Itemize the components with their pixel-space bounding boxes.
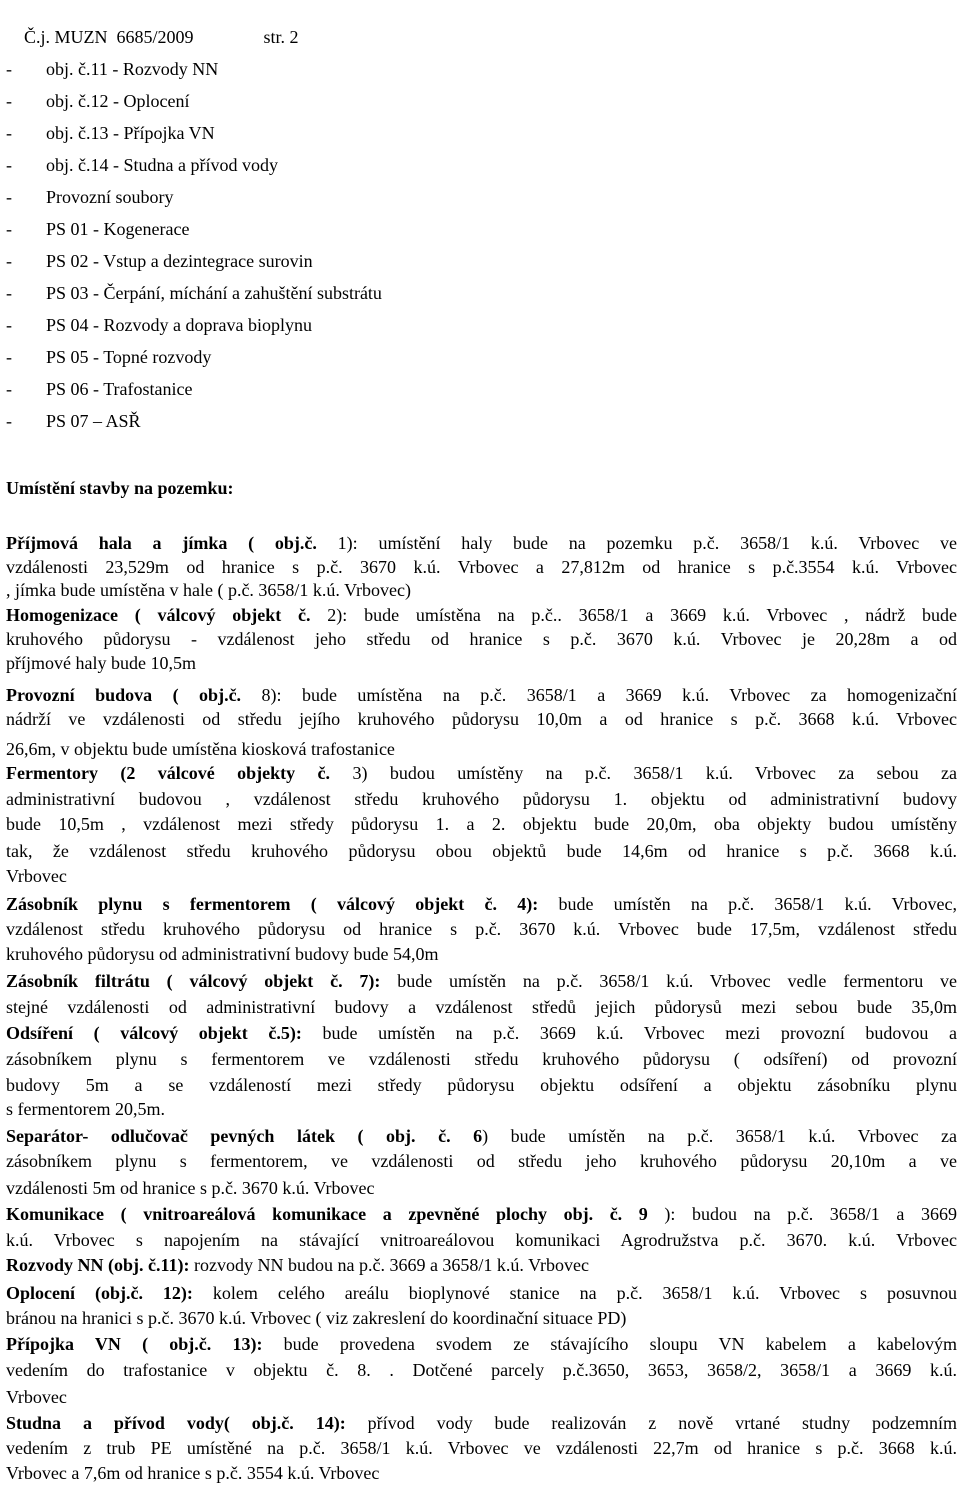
text-run: vzdálenosti 5m od hranice s p.č. 3670 k.ú. Vrbovec [6,1178,375,1198]
object-list-item [6,58,218,80]
text-line [6,532,957,554]
text-line [6,840,957,862]
text-run: 1): umístění haly bude na pozemku p.č. 3658/1 k.ú. Vrbovec ve [316,533,957,553]
list-dash: - [6,187,12,207]
text-line [6,556,957,578]
text-line [6,1048,957,1070]
text-line [6,579,411,601]
text-run: bude umístěn na p.č. 3658/1 k.ú. Vrbovec, [538,894,957,914]
text-line [6,918,957,940]
text-run: kruhového půdorysu - vzdálenost jeho středu od hranice s p.č. 3670 k.ú. Vrbovec je 20,28m a od [6,629,957,649]
object-list-text: PS 02 - Vstup a dezintegrace surovin [46,251,313,271]
text-run: vedením z trub PE umístěné na p.č. 3658/1 k.ú. Vrbovec ve vzdálenosti 22,7m od hranice s p.č. 3668 k.ú. [6,1438,957,1458]
text-run: vzdálenosti 23,529m od hranice s p.č. 3670 k.ú. Vrbovec a 27,812m od hranice s p.č.3554 k.ú. Vrbovec [6,557,957,577]
list-dash: - [6,379,12,399]
list-dash: - [6,251,12,271]
list-dash: - [6,155,12,175]
object-list-item [6,250,313,272]
text-run: přívod vody bude realizován z nově vrtané studny podzemním [345,1413,957,1433]
text-line [6,1333,957,1355]
list-dash: - [6,219,12,239]
text-line [6,1125,957,1147]
text-run: budovy 5m a se vzdáleností mezi středy půdorysu objektu odsíření a objektu zásobníku plynu [6,1075,957,1095]
page-number: str. 2 [263,27,299,47]
list-dash: - [6,411,12,431]
text-run: kruhového půdorysu od administrativní budovy bude 54,0m [6,944,439,964]
text-line [6,893,957,915]
text-line [6,604,957,626]
bold-label: Rozvody NN (obj. č.11): [6,1255,190,1275]
bold-label: Komunikace ( vnitroareálová komunikace a zpevněné plochy obj. č. 9 [6,1204,648,1224]
text-line [6,1203,957,1225]
bold-label: Oplocení (obj.č. 12): [6,1283,193,1303]
text-line [6,943,438,965]
bold-label: Zásobník filtrátu ( válcový objekt č. 7): [6,971,381,991]
document-reference: Č.j. MUZN 6685/2009 [24,27,194,47]
object-list-text: obj. č.11 - Rozvody NN [46,59,219,79]
object-list-text: obj. č.13 - Přípojka VN [46,123,215,143]
text-run: příjmové haly bude 10,5m [6,653,196,673]
text-line [6,1386,67,1408]
bold-label: Příjmová hala a jímka ( obj.č. [6,533,317,553]
text-line [6,762,957,784]
object-list-item [6,122,215,144]
bold-label: Studna a přívod vody( obj.č. 14): [6,1413,346,1433]
object-list-text: PS 05 - Topné rozvody [46,347,212,367]
bold-label: Přípojka VN ( obj.č. 13): [6,1334,263,1354]
object-list-item [6,282,382,304]
bold-label: Odsíření ( válcový objekt č.5): [6,1023,302,1043]
text-line [6,684,957,706]
text-run: Vrbovec [6,866,67,886]
object-list-text: PS 03 - Čerpání, míchání a zahuštění substrátu [46,283,382,303]
text-run: stejné vzdálenosti od administrativní budovy a vzdálenost středů jejich půdorysů mezi sebou bude 35,0m [6,997,957,1017]
text-run: administrativní budovou , vzdálenost středu kruhového půdorysu 1. objektu od administrativní budovy [6,789,957,809]
object-list-text: obj. č.14 - Studna a přívod vody [46,155,278,175]
text-line [6,1412,957,1434]
object-list-item [6,346,211,368]
text-run: tak, že vzdálenost středu kruhového půdorysu obou objektů bude 14,6m od hranice s p.č. 3668 k.ú. [6,841,957,861]
text-line [6,1229,957,1251]
text-line [6,708,957,730]
list-dash: - [6,347,12,367]
text-line [6,865,67,887]
object-list-item [6,154,278,176]
text-run: nádrží ve vzdálenosti od středu jejího kruhového půdorysu 10,0m a od hranice s p.č. 3668 k.ú. Vrbovec [6,709,957,729]
text-line [6,628,957,650]
text-line [6,996,957,1018]
bold-label: Zásobník plynu s fermentorem ( válcový objekt č. 4): [6,894,539,914]
text-run: Vrbovec a 7,6m od hranice s p.č. 3554 k.ú. Vrbovec [6,1463,380,1483]
text-line [6,1177,375,1199]
object-list-item [6,378,193,400]
text-run: 8): bude umístěna na p.č. 3658/1 a 3669 k.ú. Vrbovec za homogenizační [241,685,957,705]
text-line [6,1282,957,1304]
bold-label: Homogenizace ( válcový objekt č. [6,605,311,625]
text-run: vedením do trafostanice v objektu č. 8. . Dotčené parcely p.č.3650, 3653, 3658/2, 3658/1 a 3669 k.ú. [6,1360,957,1380]
object-list-text: PS 07 – ASŘ [46,411,141,431]
bold-label: Separátor- odlučovač pevných látek ( obj. č. 6 [6,1126,483,1146]
text-line [6,1074,957,1096]
text-run: bude provedena svodem ze stávajícího sloupu VN kabelem a kabelovým [262,1334,957,1354]
text-run: ) bude umístěn na p.č. 3658/1 k.ú. Vrbovec za [482,1126,957,1146]
object-list-text: PS 01 - Kogenerace [46,219,190,239]
section-heading: Umístění stavby na pozemku: [6,478,234,498]
bold-label: Provozní budova ( obj.č. [6,685,242,705]
bold-label: Fermentory (2 válcové objekty č. [6,763,331,783]
text-run: ): budou na p.č. 3658/1 a 3669 [647,1204,957,1224]
text-run: rozvody NN budou na p.č. 3669 a 3658/1 k.ú. Vrbovec [189,1255,589,1275]
text-run: zásobníkem plynu s fermentorem ve vzdálenosti středu kruhového půdorysu ( odsíření) od provozní [6,1049,957,1069]
text-line [6,1437,957,1459]
text-line [6,1098,165,1120]
object-list-item [6,186,174,208]
text-run: 2): bude umístěna na p.č.. 3658/1 a 3669 k.ú. Vrbovec , nádrž bude [310,605,958,625]
list-dash: - [6,123,12,143]
object-list-item [6,410,141,432]
text-run: 26,6m, v objektu bude umístěna kiosková trafostanice [6,739,395,759]
text-line [6,813,957,835]
text-line [6,1150,957,1172]
object-list-text: PS 06 - Trafostanice [46,379,193,399]
list-dash: - [6,315,12,335]
text-run: bude umístěn na p.č. 3669 k.ú. Vrbovec mezi provozní budovou a [301,1023,958,1043]
text-line [6,652,196,674]
text-run: bránou na hranici s p.č. 3670 k.ú. Vrbovec ( viz zakreslení do koordinační situace PD) [6,1308,627,1328]
text-line [6,1022,957,1044]
text-run: s fermentorem 20,5m. [6,1099,165,1119]
text-run: 3) budou umístěny na p.č. 3658/1 k.ú. Vrbovec za sebou za [330,763,957,783]
text-line [6,1254,589,1276]
object-list-text: obj. č.12 - Oplocení [46,91,190,111]
text-line [6,738,395,760]
text-run: kolem celého areálu bioplynové stanice na p.č. 3658/1 k.ú. Vrbovec s posuvnou [192,1283,957,1303]
text-line [6,1307,626,1329]
text-line [6,1462,379,1484]
object-list-item [6,314,312,336]
text-run: zásobníkem plynu s fermentorem, ve vzdálenosti od středu jeho kruhového půdorysu 20,10m a ve [6,1151,957,1171]
object-list-item [6,218,189,240]
text-run: bude umístěn na p.č. 3658/1 k.ú. Vrbovec vedle fermentoru ve [380,971,957,991]
object-list-text: PS 04 - Rozvody a doprava bioplynu [46,315,312,335]
list-dash: - [6,283,12,303]
object-list-item [6,90,189,112]
object-list-text: Provozní soubory [46,187,174,207]
list-dash: - [6,59,12,79]
text-run: k.ú. Vrbovec s napojením na stávající vnitroareálovou komunikaci Agrodružstva p.č. 3670. k.ú. Vrbovec [6,1230,957,1250]
text-run: vzdálenost středu kruhového půdorysu od hranice s p.č. 3670 k.ú. Vrbovec bude 17,5m, vzdálenost středu [6,919,957,939]
text-line [6,788,957,810]
text-run: bude 10,5m , vzdálenost mezi středy půdorysu 1. a 2. objektu bude 20,0m, oba objekty budou umístěny [6,814,957,834]
list-dash: - [6,91,12,111]
text-line [6,970,957,992]
text-line [6,1359,957,1381]
text-run: , jímka bude umístěna v hale ( p.č. 3658/1 k.ú. Vrbovec) [6,580,411,600]
text-run: Vrbovec [6,1387,67,1407]
